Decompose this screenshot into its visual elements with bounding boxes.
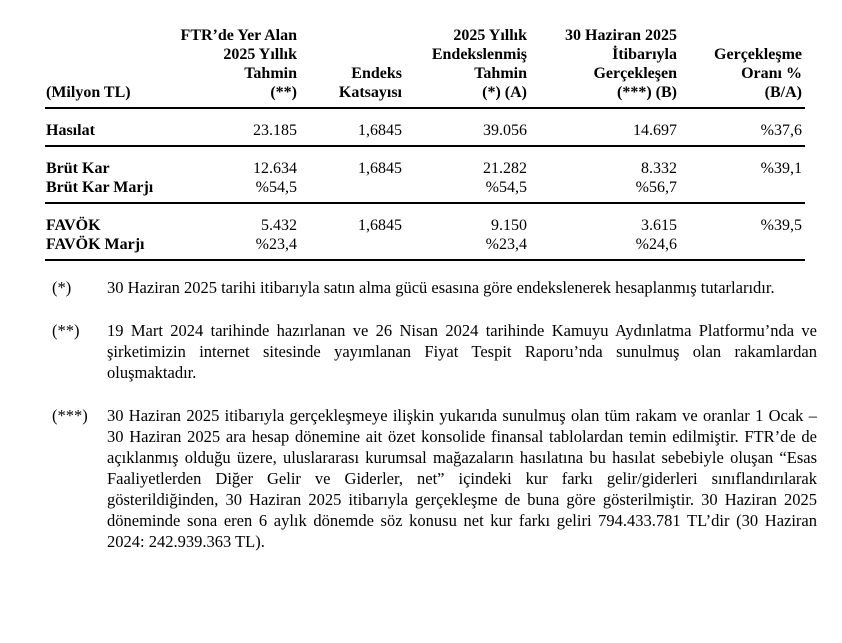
table-header-row [45,26,805,108]
table-cell: 21.282 [483,160,527,177]
column-header-gerceklesen [530,26,680,108]
table-cell: %24,6 [530,235,680,260]
financial-projection-table [45,26,805,261]
header-line: Gerçekleşen [593,65,677,82]
header-line: İtibarıyla [612,46,677,63]
table-cell: %37,6 [680,108,805,146]
header-line: (**) [270,84,297,101]
header-line: Tahmin [474,65,527,82]
header-line: FTR’de Yer Alan [180,27,297,44]
table-cell: 8.332 [641,160,677,177]
table-cell: 12.634 [253,160,297,177]
header-line: 30 Haziran 2025 [565,27,677,44]
column-header-endeks-katsayisi [300,26,405,108]
header-line: (B/A) [764,84,802,101]
table-row-favok [45,203,805,235]
table-row-hasilat [45,108,805,146]
column-header-ftr-tahmin [150,26,300,108]
footnote-double-star [52,320,817,383]
table-cell: 1,6845 [300,108,405,146]
footnotes-section [45,277,817,552]
header-line: (*) (A) [482,84,527,101]
header-line: Endekslenmiş [431,46,527,63]
table-cell [300,235,405,260]
row-label: Brüt Kar Marjı [45,178,150,203]
table-cell [680,178,805,203]
table-cell: 23.185 [150,108,300,146]
footnote-marker: (***) [52,406,88,425]
table-cell: %23,4 [405,235,530,260]
table-cell: %54,5 [405,178,530,203]
header-line: Tahmin [244,65,297,82]
header-line: Gerçekleşme [714,46,802,63]
row-label: Brüt Kar [46,160,110,177]
footnote-marker: (**) [52,321,80,340]
table-cell: 39.056 [405,108,530,146]
table-row-favok-marji [45,235,805,260]
footnote-text: 30 Haziran 2025 tarihi itibarıyla satın alma gücü esasına göre endekslenerek hesaplanmış tutarlarıdır. [107,278,775,297]
table-cell: 3.615 [641,217,677,234]
table-cell: %23,4 [150,235,300,260]
column-header-endekslenmis-tahmin [405,26,530,108]
header-line: Endeks [351,65,402,82]
header-line: (***) (B) [617,84,677,101]
table-cell: %39,5 [760,217,802,234]
table-row-brut-kar-marji [45,178,805,203]
header-line: 2025 Yıllık [453,27,527,44]
table-cell: %56,7 [530,178,680,203]
table-cell: 1,6845 [358,160,402,177]
table-cell [300,178,405,203]
table-cell: 1,6845 [358,217,402,234]
table-cell: 9.150 [491,217,527,234]
footnote-text: 30 Haziran 2025 itibarıyla gerçekleşmeye ilişkin yukarıda sunulmuş olan tüm rakam ve oranlar 1 Ocak – 30 Haziran 2025 ara hesap dönemine ait özet konsolide finansal tablolardan temin edilmiştir. FTR’de de açıklanmış olduğu üzere, uluslararası kurumsal mağazaların hasılatına bu hasılat sebebiyle oluşan “Esas Faaliyetlerden Diğer Gelir ve Giderler, net” içindeki kur farkı gelir/giderleri sınıflandırılarak gösterildiğinden, 30 Haziran 2025 itibarıyla gerçekleşme de buna göre gösterilmiştir. 30 Haziran 2025 döneminde sona eren 6 aylık dönemde söz konusu net kur farkı geliri 794.433.781 TL’dir (30 Haziran 2024: 242.939.363 TL). [107,406,817,551]
table-cell: 5.432 [261,217,297,234]
footnote-triple-star [52,405,817,552]
footnote-star [52,277,817,298]
row-label: FAVÖK [46,217,101,234]
table-cell: %54,5 [150,178,300,203]
header-line: Oranı % [741,65,802,82]
footnote-marker: (*) [52,278,72,297]
header-line: (Milyon TL) [46,84,131,101]
column-header-gerceklesme-orani [680,26,805,108]
table-cell: 14.697 [530,108,680,146]
table-cell: %39,1 [760,160,802,177]
row-label: FAVÖK Marjı [45,235,150,260]
row-label: Hasılat [45,108,150,146]
table-row-brut-kar [45,146,805,178]
header-line: 2025 Yıllık [223,46,297,63]
table-cell [680,235,805,260]
footnote-text: 19 Mart 2024 tarihinde hazırlanan ve 26 Nisan 2024 tarihinde Kamuyu Aydınlatma Platformu’nda ve şirketimizin internet sitesinde yayımlanan Fiyat Tespit Raporu’nda sunulmuş olan rakamlardan oluşmaktadır. [107,321,817,382]
header-line: Katsayısı [338,84,402,101]
column-header-milyon-tl [45,26,150,108]
